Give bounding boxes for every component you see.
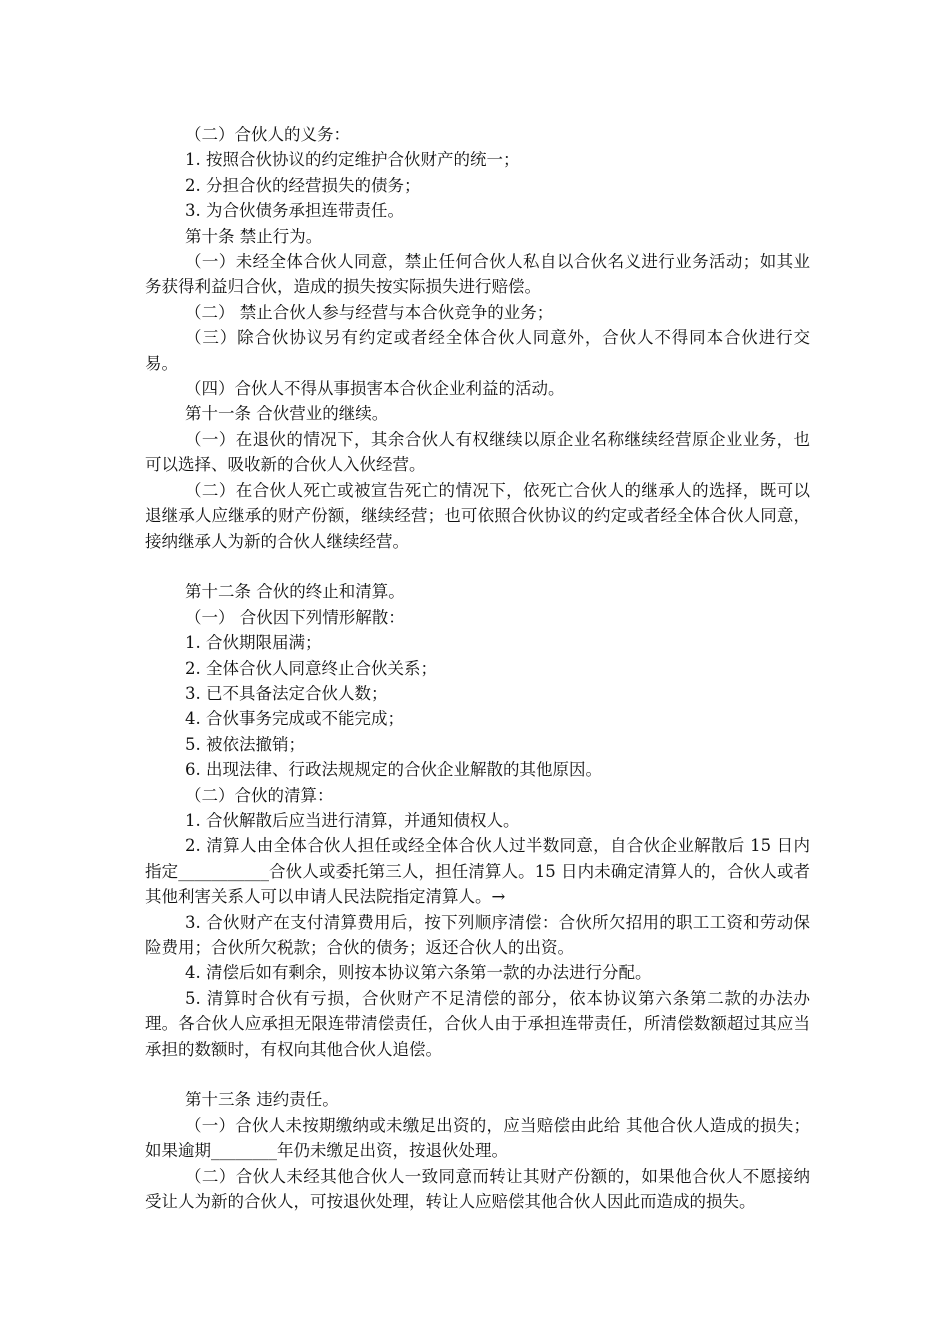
liquidation-item-1: 1. 合伙解散后应当进行清算，并通知债权人。 [185, 810, 520, 830]
dissolution-item-3: 3. 已不具备法定合伙人数； [185, 683, 388, 703]
article-12-clause-2: （二）合伙的清算： [185, 785, 334, 805]
article-10-clause-2: （二） 禁止合伙人参与经营与本合伙竞争的业务； [185, 302, 554, 322]
article-10-clause-1: （一）未经全体合伙人同意，禁止任何合伙人私自以合伙名义进行业务活动；如其业务获得利益归合伙，造成的损失按实际损失进行赔偿。 [145, 252, 810, 297]
obligation-item-2: 2. 分担合伙的经营损失的债务； [185, 175, 421, 195]
dissolution-item-2: 2. 全体合伙人同意终止合伙关系； [185, 658, 437, 678]
article-10-clause-4: （四）合伙人不得从事损害本合伙企业利益的活动。 [185, 379, 565, 399]
liquidation-item-3: 3. 合伙财产在支付清算费用后，按下列顺序清偿：合伙所欠招用的职工工资和劳动保险费用；合伙所欠税款；合伙的债务；返还合伙人的出资。 [145, 912, 810, 957]
article-11-clause-2: （二）在合伙人死亡或被宣告死亡的情况下，依死亡合伙人的继承人的选择，既可以退继承人应继承的财产份额，继续经营；也可依照合伙协议的约定或者经全体合伙人同意，接纳继承人为新的合伙人继续经营。 [145, 480, 810, 551]
article-10-heading: 第十条 禁止行为。 [185, 226, 323, 246]
dissolution-item-4: 4. 合伙事务完成或不能完成； [185, 709, 404, 729]
article-13-clause-2: （二）合伙人未经其他合伙人一致同意而转让其财产份额的，如果他合伙人不愿接纳受让人为新的合伙人，可按退伙处理，转让人应赔偿其他合伙人因此而造成的损失。 [145, 1166, 810, 1212]
paragraph-gap [145, 1062, 810, 1087]
liquidation-item-5: 5. 清算时合伙有亏损，合伙财产不足清偿的部分，依本协议第六条第二款的办法办理。各合伙人应承担无限连带清偿责任，合伙人由于承担连带责任，所清偿数额超过其应当承担的数额时，有权向其他合伙人追偿。 [145, 988, 810, 1059]
article-12-heading: 第十二条 合伙的终止和清算。 [185, 582, 405, 602]
dissolution-item-6: 6. 出现法律、行政法规规定的合伙企业解散的其他原因。 [185, 760, 602, 780]
obligation-item-1: 1. 按照合伙协议的约定维护合伙财产的统一； [185, 150, 520, 170]
dissolution-item-5: 5. 被依法撤销； [185, 734, 305, 754]
article-13-clause-1: （一）合伙人未按期缴纳或未缴足出资的，应当赔偿由此给 其他合伙人造成的损失；如果逾期________年仍未缴足出资，按退伙处理。 [145, 1115, 810, 1161]
article-13-heading: 第十三条 违约责任。 [185, 1090, 339, 1110]
article-11-heading: 第十一条 合伙营业的继续。 [185, 404, 389, 424]
section-heading-obligations: （二）合伙人的义务： [185, 125, 350, 144]
article-11-clause-1: （一）在退伙的情况下，其余合伙人有权继续以原企业名称继续经营原企业业务，也可以选择、吸收新的合伙人入伙经营。 [145, 429, 810, 475]
article-12-clause-1: （一） 合伙因下列情形解散： [185, 607, 405, 627]
dissolution-item-1: 1. 合伙期限届满； [185, 633, 322, 653]
liquidation-item-4: 4. 清偿后如有剩余，则按本协议第六条第一款的办法进行分配。 [185, 963, 652, 983]
article-10-clause-3: （三）除合伙协议另有约定或者经全体合伙人同意外，合伙人不得同本合伙进行交易。 [145, 328, 810, 373]
obligation-item-3: 3. 为合伙债务承担连带责任。 [185, 201, 404, 221]
liquidation-item-2: 2. 清算人由全体合伙人担任或经全体合伙人过半数同意，自合伙企业解散后 15 日内指定___________合伙人或委托第三人，担任清算人。15 日内未确定清算人的，合伙人或者其他利害关系人可以申请人民法院指定清算人。→ [145, 836, 810, 907]
document-body [145, 122, 810, 1214]
paragraph-gap [145, 554, 810, 579]
